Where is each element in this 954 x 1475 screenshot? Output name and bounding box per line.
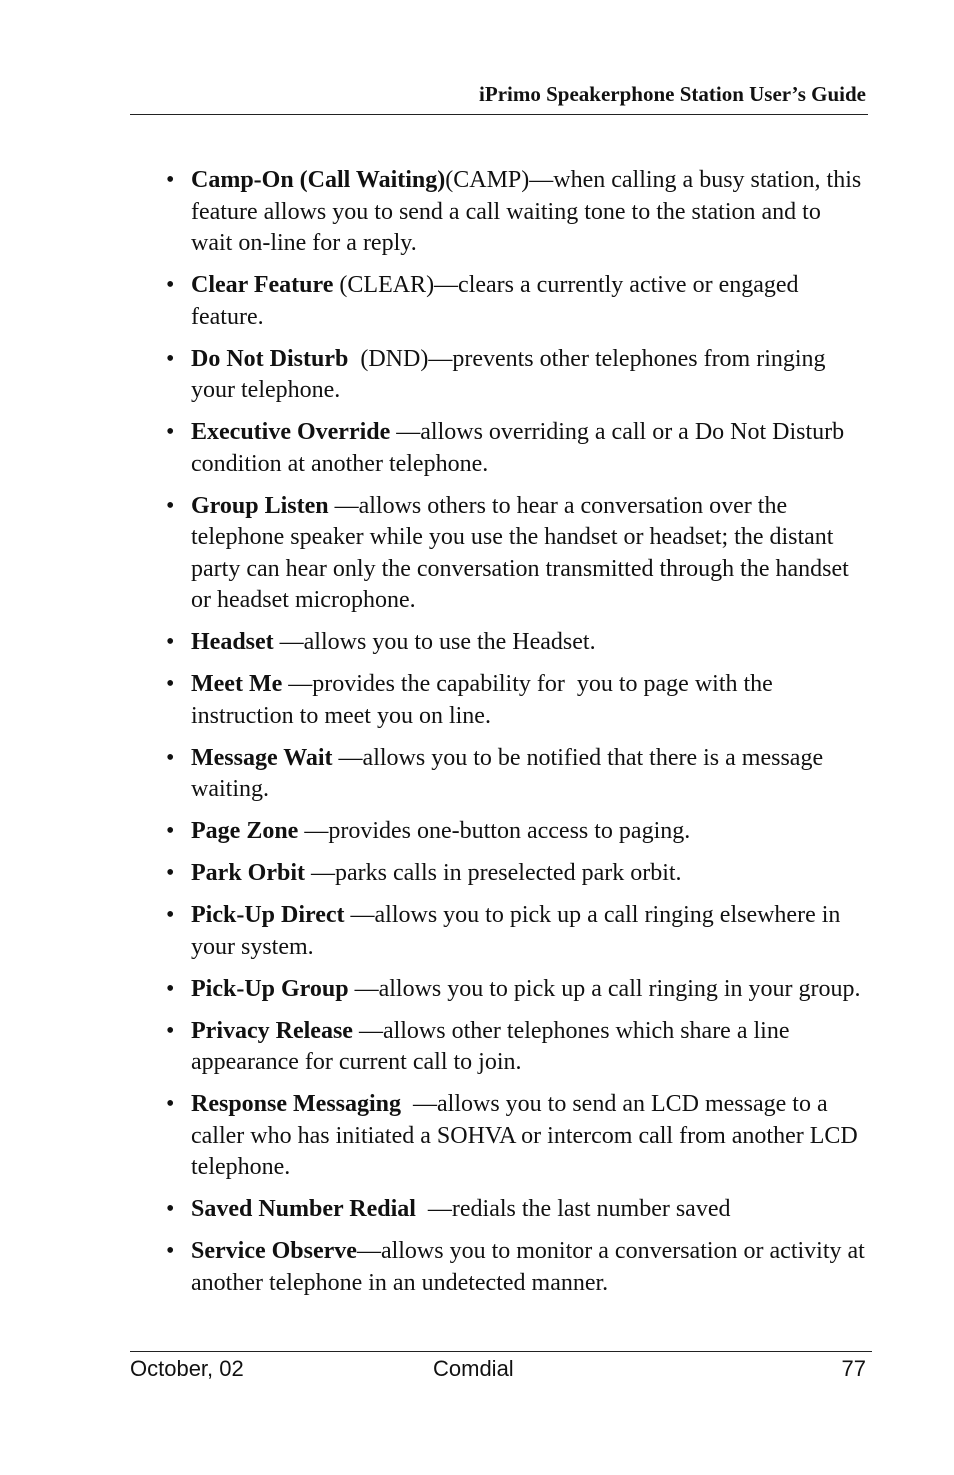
bullet-icon: • xyxy=(166,744,175,771)
feature-item xyxy=(166,1089,866,1184)
bullet-icon: • xyxy=(166,975,175,1002)
feature-item xyxy=(166,270,866,333)
feature-description: —allows you to use the Headset. xyxy=(273,629,596,655)
feature-description: —allows you to pick up a call ringing elsewhere in your system. xyxy=(191,902,847,960)
feature-description: —allows overriding a call or a Do Not Disturb condition at another telephone. xyxy=(191,419,851,477)
bullet-icon: • xyxy=(166,345,175,372)
feature-description: —allows you to monitor a conversation or activity at another telephone in an undetected manner. xyxy=(191,1238,871,1296)
page-header xyxy=(130,80,868,115)
footer-company: Comdial xyxy=(433,1356,514,1381)
feature-description: —allows others to hear a conversation over the telephone speaker while you use the handset or headset; the distant party can hear only the conversation transmitted through the handset or headset microphone. xyxy=(191,492,855,613)
feature-item xyxy=(166,858,866,890)
bullet-icon: • xyxy=(166,492,175,519)
bullet-icon: • xyxy=(166,419,175,445)
feature-name: Response Messaging xyxy=(191,1091,402,1117)
bullet-icon: • xyxy=(166,1091,175,1117)
feature-name: Service Observe xyxy=(191,1238,357,1264)
bullet-icon: • xyxy=(166,818,175,844)
feature-item xyxy=(166,627,866,659)
feature-description: —parks calls in preselected park orbit. xyxy=(305,860,682,886)
feature-description: —redials the last number saved xyxy=(415,1196,731,1222)
bullet-icon: • xyxy=(166,1196,175,1222)
bullet-icon: • xyxy=(166,272,175,298)
feature-item xyxy=(166,1016,866,1079)
feature-description: —provides the capability for you to page with the instruction to meet you on line. xyxy=(191,671,779,729)
feature-item xyxy=(166,165,866,260)
bullet-icon: • xyxy=(166,167,175,193)
feature-name: Page Zone xyxy=(191,818,299,844)
bullet-icon: • xyxy=(166,671,175,697)
feature-item xyxy=(166,344,866,407)
feature-name: Camp-On (Call Waiting) xyxy=(191,167,446,193)
feature-name: Message Wait xyxy=(191,744,333,771)
feature-name: Clear Feature xyxy=(191,272,334,298)
feature-description: (DND)—prevents other telephones from ringing your telephone. xyxy=(191,345,832,403)
feature-item xyxy=(166,1194,866,1226)
feature-description: —allows you to send an LCD message to a caller who has initiated a SOHVA or intercom call from another LCD telephone. xyxy=(191,1091,864,1180)
feature-item xyxy=(166,816,866,848)
feature-name: Saved Number Redial xyxy=(191,1196,416,1222)
feature-item xyxy=(166,491,866,617)
feature-name: Headset xyxy=(191,629,274,655)
bullet-icon: • xyxy=(166,860,175,886)
bullet-icon: • xyxy=(166,1017,175,1044)
bullet-icon: • xyxy=(166,1238,175,1264)
feature-item xyxy=(166,1236,871,1299)
feature-item xyxy=(166,417,866,480)
bullet-icon: • xyxy=(166,629,175,655)
feature-description: —provides one-button access to paging. xyxy=(298,818,691,844)
feature-description: —allows you to pick up a call ringing in your group. xyxy=(348,975,861,1002)
feature-name: Meet Me xyxy=(191,671,283,697)
feature-description: (CLEAR)—clears a currently active or engaged feature. xyxy=(191,272,805,330)
page-footer xyxy=(130,1351,872,1392)
feature-description: (CAMP)—when calling a busy station, this feature allows you to send a call waiting tone to the station and to wait on-line for a reply. xyxy=(191,167,868,256)
page-number: 77 xyxy=(841,1356,866,1381)
feature-list xyxy=(166,165,871,1310)
footer-date: October, 02 xyxy=(130,1356,244,1381)
feature-item xyxy=(166,669,866,732)
header-title: iPrimo Speakerphone Station User’s Guide xyxy=(479,82,866,106)
feature-item xyxy=(166,974,866,1006)
feature-name: Park Orbit xyxy=(191,860,305,886)
feature-name: Do Not Disturb xyxy=(191,345,349,372)
feature-name: Group Listen xyxy=(191,492,329,519)
feature-name: Executive Override xyxy=(191,419,391,445)
feature-item xyxy=(166,743,866,806)
feature-description: —allows you to be notified that there is a message waiting. xyxy=(191,744,830,802)
feature-item xyxy=(166,900,866,963)
bullet-icon: • xyxy=(166,902,175,928)
feature-name: Privacy Release xyxy=(191,1017,353,1044)
feature-description: —allows other telephones which share a line appearance for current call to join. xyxy=(191,1017,796,1075)
feature-name: Pick-Up Group xyxy=(191,975,349,1002)
feature-name: Pick-Up Direct xyxy=(191,902,345,928)
